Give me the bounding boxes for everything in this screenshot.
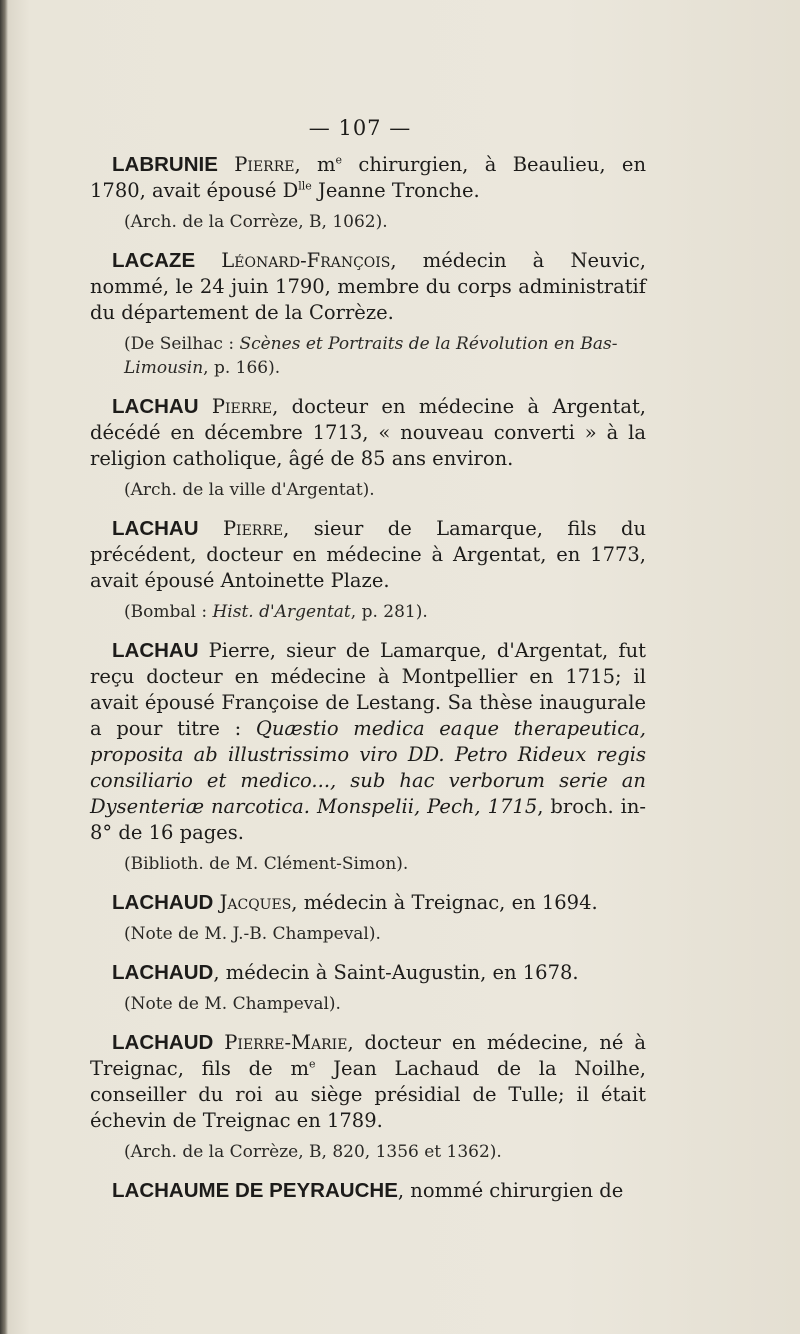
entry-text	[90, 960, 646, 986]
entry-given-name: Pierre	[211, 395, 273, 418]
entry-text	[90, 638, 646, 846]
entry-surname: LACAZE	[112, 249, 196, 272]
entry-source: (Note de M. Champeval).	[124, 994, 341, 1014]
entry-text	[90, 1030, 646, 1134]
entry-surname: LACHAU	[112, 395, 199, 418]
book-spine-shadow	[0, 0, 8, 1334]
entry-surname: LACHAU	[112, 639, 199, 662]
entry-source: (Biblioth. de M. Clément-Simon).	[124, 854, 409, 874]
entry-surname: LACHAUME DE PEYRAUCHE	[112, 1179, 398, 1202]
entry-surname: LACHAUD	[112, 891, 214, 914]
entry-text	[90, 394, 646, 472]
entry-given-name: Pierre	[234, 153, 295, 176]
entry-given-name: Pierre	[222, 517, 284, 540]
entry-given-name: Jacques	[219, 891, 292, 914]
entries-column	[90, 152, 646, 1218]
entry-body: , médecin à Treignac, en 1694.	[291, 891, 598, 914]
entry	[90, 248, 646, 380]
entry-source: (De Seilhac : Scènes et Portraits de la Révolution en Bas-Limousin, p. 166).	[124, 334, 618, 378]
entry-given-name: Léonard-François	[221, 249, 391, 272]
entry-given-name: Pierre-Marie	[224, 1031, 348, 1054]
entry-body: , nommé chirurgien de	[397, 1179, 624, 1202]
entry-body: , médecin à Neuvic, nommé, le 24 juin 1790, membre du corps administratif du département de la Corrèze.	[90, 249, 646, 324]
entry	[90, 152, 646, 234]
entry-source: (Arch. de la Corrèze, B, 820, 1356 et 1362).	[124, 1142, 502, 1162]
entry-body: , $m^e$ chirurgien, à Beaulieu, en 1780, avait épousé $D^{lle}$ Jeanne Tronche.	[90, 153, 647, 202]
entry-text	[90, 890, 646, 916]
entry-body: , docteur en médecine, né à Treignac, fils de $m^e$ Jean Lachaud de la Noilhe, conseiller du roi au siège présidial de Tulle; il était échevin de Treignac en 1789.	[90, 1031, 646, 1132]
entry-text	[90, 152, 646, 204]
entry	[90, 394, 646, 502]
page-number: — 107 —	[308, 116, 412, 140]
entry-body: , sieur de Lamarque, fils du précédent, docteur en médecine à Argentat, en 1773, avait épousé Antoinette Plaze.	[90, 517, 646, 592]
entry-source: (Arch. de la Corrèze, B, 1062).	[124, 212, 388, 232]
entry	[90, 1178, 646, 1204]
entry-text	[90, 1178, 646, 1204]
entry-surname: LABRUNIE	[112, 153, 218, 176]
entry-surname: LACHAUD	[112, 961, 214, 984]
entry-body: Pierre, sieur de Lamarque, d'Argentat, fut reçu docteur en médecine à Montpellier en 1715; il avait épousé Françoise de Lestang. Sa thèse inaugurale a pour titre : Quæstio medica eaque therapeutica, proposita ab illustrissimo viro DD. Petro Rideux regis consiliario et medico..., sub hac verborum serie an Dysenteriæ narcotica. Monspelii, Pech, 1715, broch. in-8° de 16 pages.	[90, 639, 647, 844]
entry	[90, 638, 646, 876]
entry-text	[90, 516, 646, 594]
entry-body: , médecin à Saint-Augustin, en 1678.	[213, 961, 579, 984]
entry-source: (Arch. de la ville d'Argentat).	[124, 480, 375, 500]
entry	[90, 516, 646, 624]
entry-body: , docteur en médecine à Argentat, décédé en décembre 1713, « nouveau converti » à la religion catholique, âgé de 85 ans environ.	[90, 395, 646, 470]
entry	[90, 890, 646, 946]
entry	[90, 1030, 646, 1164]
entry-source: (Bombal : Hist. d'Argentat, p. 281).	[124, 602, 428, 622]
entry-text	[90, 248, 646, 326]
entry-source: (Note de M. J.-B. Champeval).	[124, 924, 381, 944]
entry-surname: LACHAUD	[112, 1031, 214, 1054]
entry	[90, 960, 646, 1016]
entry-surname: LACHAU	[112, 517, 199, 540]
